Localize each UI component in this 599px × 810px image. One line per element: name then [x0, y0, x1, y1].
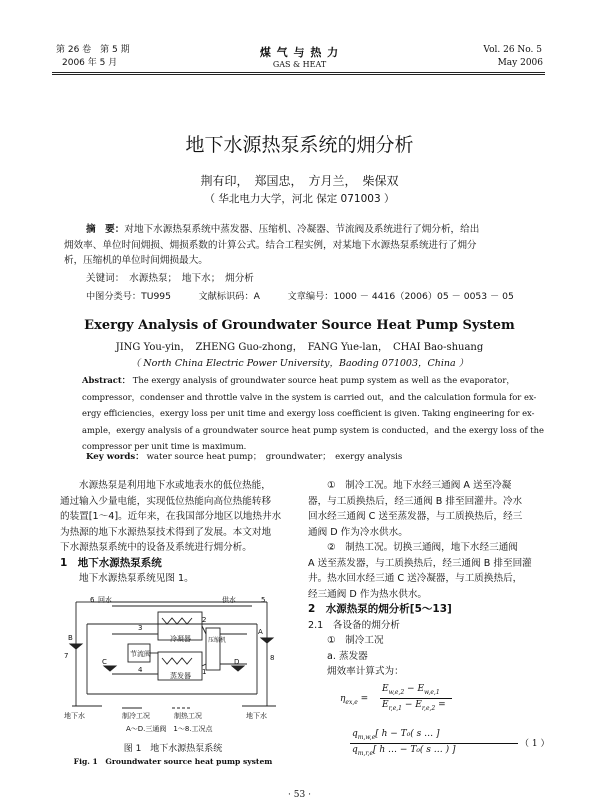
abstract-cn-line: 析，压缩机的单位时间㶲损最大。	[64, 255, 208, 266]
equation-symbol: [ h	[375, 729, 388, 739]
equation-subscript: r,e,2	[421, 704, 436, 712]
keywords-en	[86, 450, 402, 462]
figure-label: 蒸发器	[170, 672, 191, 680]
figure-link-a	[202, 626, 206, 634]
section-2-heading: 2 水源热泵的㶲分析[5～13]	[308, 603, 452, 615]
header-journal-en: GAS & HEAT	[272, 60, 327, 69]
figure-compressor-box	[206, 628, 220, 670]
abstract-en	[82, 372, 544, 455]
abstract-en-line: compressor per unit time is maximum.	[82, 441, 247, 451]
section-1-heading: 1 地下水源热泵系统	[60, 556, 162, 569]
cooling-subheading: ① 制冷工况	[327, 635, 384, 646]
equation-1	[340, 681, 550, 761]
figure-link-b	[202, 664, 206, 666]
header-volume-cn: 第 26 卷 第 5 期	[56, 45, 130, 55]
keywords-en-text: water source heat pump； groundwater； exergy analysis	[146, 452, 403, 462]
abstract-cn-line: 㶲效率、单位时间㶲损、㶲损系数的计算公式。结合工程实例，对某地下水源热泵系统进行了㶲分	[64, 239, 477, 251]
header-volume-en: Vol. 26 No. 5	[483, 45, 542, 55]
abstract-en-line: The exergy analysis of groundwater source heat pump system as well as the evaporator，	[132, 375, 515, 385]
equation-denominator-2: $q_{m,r,e}$[ h … − T₀( s … ) ]	[352, 745, 456, 757]
figure-label: 4	[138, 666, 143, 674]
cooling-mode-line: ① 制冷工况。地下水经三通阀 A 送至冷凝	[327, 480, 512, 491]
figure-label: B	[68, 634, 73, 642]
figure-valve-B	[70, 644, 82, 649]
abstract-cn	[64, 222, 526, 269]
intro-line: 为热源的地下水源热泵技术得到了发展。本文对地	[60, 526, 272, 538]
figure-label: 7	[64, 652, 69, 660]
classification-cn: 中图分类号：TU995 文献标识码：A 文章编号：1000 － 4416（2006）05 － 0053 － 05	[86, 291, 514, 302]
equation-fraction-bar	[380, 698, 452, 699]
affiliation-en: （ North China Electric Power University，Baoding 071003，China ）	[130, 358, 469, 369]
figure-label: 制冷工况	[122, 712, 150, 720]
equation-denominator-1: $E_{r,e,1} - E_{r,e,2}$ =	[382, 700, 446, 712]
intro-line: 水源热泵是利用地下水或地表水的低位热能，	[79, 480, 271, 491]
figure-label: A～D.三通阀 1～8.工况点	[126, 725, 213, 733]
figure-valve-D	[232, 666, 244, 671]
equation-symbol: E	[382, 684, 389, 694]
title-cn: 地下水源热泵系统的㶲分析	[185, 134, 414, 156]
cooling-mode-line: 通阀 D 作为冷水供水。	[308, 526, 408, 538]
equation-subscript: w,e,1	[424, 688, 440, 696]
figure-valve-A	[261, 638, 273, 643]
figure-1-diagram	[62, 594, 284, 736]
header-date-cn: 2006 年 5 月	[62, 58, 118, 68]
figure-condenser-coil	[162, 618, 192, 624]
header-rule-2	[52, 74, 545, 75]
equation-symbol: − E	[404, 684, 425, 694]
equation-subscript: r,e,1	[388, 704, 402, 712]
abstract-en-line: ergy efficiencies，exergy loss per unit time and exergy loss coefficient is given. Taking engineering for ex-	[82, 408, 535, 418]
equation-fraction-bar-2	[350, 743, 518, 744]
equation-lhs: $\eta_{ex,e}$ =	[340, 694, 369, 706]
right-column	[308, 478, 550, 680]
section-1-text: 地下水源热泵系统见图 1。	[79, 573, 194, 584]
figure-label: 地下水	[246, 712, 267, 720]
keywords-cn: 关键词： 水源热泵； 地下水； 㶲分析	[86, 273, 254, 284]
equation-symbol: q	[352, 745, 358, 755]
figure-label: 冷凝器	[170, 635, 191, 643]
heating-mode-line: A 送至蒸发器，与工质换热后，经三通阀 B 排至回灌	[308, 557, 532, 569]
heating-mode-line: ② 制热工况。切换三通阀，地下水经三通阀	[327, 542, 518, 553]
equation-symbol: q	[352, 729, 358, 739]
figure-valve-C	[104, 666, 116, 671]
equation-symbol: η	[340, 694, 346, 704]
figure-label: C	[102, 658, 107, 666]
equation-tag: （ 1 ）	[520, 739, 550, 749]
evaporator-item: a. 蒸发器	[327, 650, 368, 662]
figure-label: 供水	[222, 596, 236, 604]
authors-cn: 荆有印， 郑国忠， 方月兰， 柴保双	[200, 174, 399, 188]
header-date-en: May 2006	[497, 58, 543, 68]
abstract-en-label: Abstract：	[82, 375, 131, 385]
equation-subscript: w,e,2	[388, 688, 405, 696]
figure-label: 压缩机	[208, 637, 227, 644]
heating-mode-line: 井。热水回水经三通 C 送冷凝器，与工质换热后，	[308, 573, 523, 584]
intro-line: 通过输入少量电能，实现低位热能向高位热能转移	[60, 495, 272, 507]
title-en: Exergy Analysis of Groundwater Source Heat Pump System	[84, 318, 515, 333]
page-number: · 53 ·	[288, 790, 311, 800]
efficiency-text: 㶲效率计算式为：	[327, 666, 404, 677]
abstract-cn-line: 对地下水源热泵系统中蒸发器、压缩机、冷凝器、节流阀及系统进行了㶲分析，给出	[124, 224, 480, 235]
figure-caption-cn: 图 1 地下水源热泵系统	[123, 744, 223, 754]
cooling-mode-line: 回水经三通阀 C 送至蒸发器，与工质换热后，经三	[308, 511, 523, 522]
equation-numerator-2: $q_{m,w,e}$[ h − T₀( s … ]	[352, 729, 440, 741]
intro-line: 下水源热泵系统中的设备及系统进行㶲分析。	[60, 542, 252, 553]
abstract-cn-label: 摘 要：	[86, 224, 125, 235]
left-column	[60, 478, 300, 587]
figure-evaporator-coil	[162, 658, 192, 664]
figure-caption-en: Fig. 1 Groundwater source heat pump system	[73, 757, 273, 766]
figure-label: 2	[202, 616, 207, 624]
equation-symbol: E	[382, 700, 389, 710]
header-rule	[52, 72, 545, 73]
header-journal-cn: 煤 气 与 热 力	[259, 46, 340, 59]
authors-en: JING You-yin， ZHENG Guo-zhong， FANG Yue-lan， CHAI Bao-shuang	[115, 342, 484, 353]
abstract-en-line: compressor，condenser and throttle valve in the system is carried out，and the calculation formula for ex-	[82, 391, 537, 402]
figure-label: 8	[270, 654, 275, 662]
abstract-en-line: ample，exergy analysis of a groundwater source heat pump system is conducted，and the exergy loss of the	[82, 424, 544, 435]
equation-subscript: ex,e	[345, 698, 358, 706]
heating-mode-line: 经三通阀 D 作为热水供水。	[308, 588, 428, 600]
figure-label: A	[258, 628, 263, 636]
intro-line: 的装置[1～4]。近年来，在我国部分地区以地热井水	[60, 511, 282, 522]
equation-symbol: − T₀( s	[387, 729, 422, 739]
affiliation-cn: （ 华北电力大学，河北 保定 071003 ）	[204, 193, 395, 205]
figure-label: 节流阀	[130, 650, 151, 658]
equation-numerator-1	[382, 684, 440, 696]
keywords-en-label: Key words：	[86, 452, 144, 462]
figure-label: 5	[261, 596, 266, 604]
figure-label: 地下水	[64, 712, 85, 720]
figure-label: D	[234, 658, 240, 666]
figure-label: 3	[138, 624, 143, 632]
figure-label: 1	[202, 668, 207, 676]
figure-label: 回水	[98, 596, 112, 604]
equation-symbol: − E	[401, 700, 422, 710]
figure-label: 6	[90, 596, 95, 604]
equation-subscript: m,r,e	[357, 749, 374, 757]
figure-label: 制热工况	[174, 712, 202, 720]
cooling-mode-line: 器，与工质换热后，经三通阀 B 排至回灌井。冷水	[308, 495, 523, 507]
section-2-1-heading: 2.1 各设备的㶲分析	[308, 619, 401, 631]
equation-subscript: m,w,e	[357, 733, 376, 741]
